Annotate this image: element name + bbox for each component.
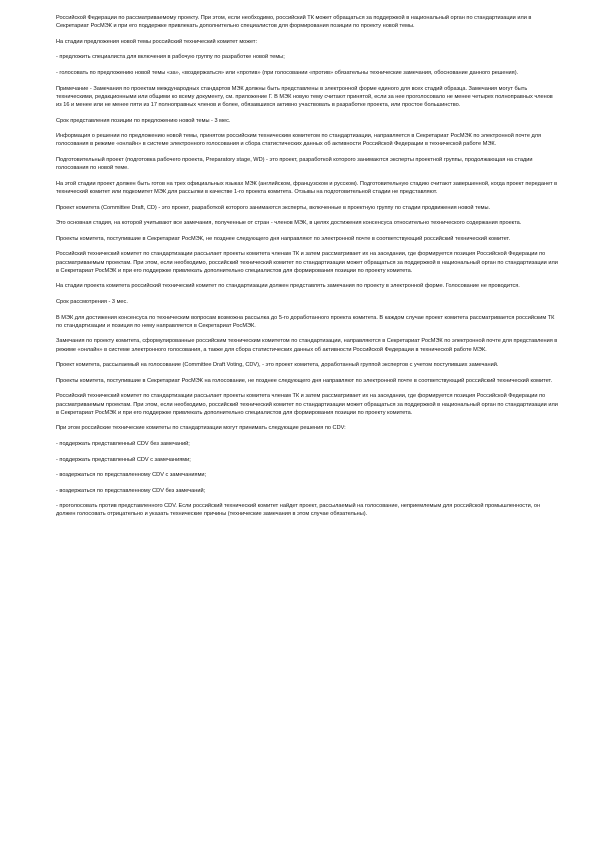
list-item-support-with-comments: - поддержать представленный CDV с замечаниями; xyxy=(56,456,191,463)
paragraph-new-topic-decision-info: Информация о решении по предложению новой темы, принятом российским техническим комитетом по стандартизации, направляется в Секретариат РосМЭК по электронной почте для голосования в режиме «онлайн» в системе электронного голосования и сбора статистических данных об активности Российской Федерации в технической работе МЭК. xyxy=(56,133,542,148)
paragraph-cd-review: Российский технический комитет по стандартизации рассылает проекты комитета членам ТК и затем рассматривает их на заседании, где формируется позиция Российской Федерации по рассматриваемым проектам. При этом, если необходимо, российский технический комитет по стандартизации может обращаться за поддержкой в национальный орган по стандартизации или в Секретариат РосМЭК и при его поддержке привлекать дополнительно специалистов для формирования позиции по проекту комитета. xyxy=(56,251,558,274)
paragraph-note-comments: Примечание - Замечания по проектам международных стандартов МЭК должны быть представлены в электронной форме единого для всех стадий образца. Замечания могут быть техническими, редакционными или общими ко всему документу, см. приложение Г. В МЭК новую тему считают принятой, если за нее проголосовало не менее четырех полноправных членов из 16 и менее или не менее пяти из 17 полноправных членов и более, обязавшихся активно участвовать в разработке проекта, или простое большинство. xyxy=(56,85,553,108)
list-item-vote-new-topic: - голосовать по предложению новой темы «за», «воздержаться» или «против» (при голосовании «против» обязательны технические замечания, обоснование данного решения). xyxy=(56,69,519,76)
list-item-abstain-with-comments: - воздержаться по представленному CDV с замечаниями; xyxy=(56,472,207,479)
paragraph-cd-forwarding: Проекты комитета, поступившие в Секретариат РосМЭК, не позднее следующего дня направляют по электронной почте в соответствующий российский технический комитет. xyxy=(56,235,511,242)
paragraph-committee-draft: Проект комитета (Committee Draft, CD) - это проект, разработкой которого занимаются эксперты, включенные в проектную группу по стадии продвижения новой темы. xyxy=(56,204,491,211)
paragraph-cdv-review: Российский технический комитет по стандартизации рассылает проекты комитета членам ТК и затем рассматривает их на заседании, где формируется позиция Российской Федерации по рассматриваемым проектам. При этом, если необходимо, российский технический комитет по стандартизации может обращаться за поддержкой в национальный орган по стандартизации или в Секретариат РосМЭК и при его поддержке привлекать дополнительно специалистов для формирования позиции по проекту комитета. xyxy=(56,393,558,416)
list-item-vote-against: - проголосовать против представленного CDV. Если российский технический комитет найдет проект, рассылаемый на голосование, неприемлемым для российской промышленности, он должен голосовать отрицательно и указать технические причины (технические замечания в этом случае обязательны). xyxy=(56,503,541,518)
paragraph-cdv-forwarding: Проекты комитета, поступившие в Секретариат РосМЭК на голосование, не позднее следующего дня направляют по электронной почте в соответствующий российский технический комитет. xyxy=(56,377,552,384)
paragraph-cd-comments-submission: Замечания по проекту комитета, сформулированные российским техническим комитетом по стандартизации, направляются в Секретариат РосМЭК по электронной почте для представления в режиме «онлайн» в системе электронного голосования, а также для сбора статистических данных об активности Российской Федерации в технической работе МЭК. xyxy=(56,338,558,353)
list-item-propose-specialist: - предложить специалиста для включения в рабочую группу по разработке новой темы; xyxy=(56,54,285,61)
paragraph-preparatory-languages: На этой стадии проект должен быть готов на трех официальных языках МЭК (английском, французском и русском). Подготовительную стадию считают завершенной, когда проект переданет в технический комитет или подкомитет МЭК для рассылки в качестве 1-го проекта комитета. Отзывы на подготовительной стадии не представляют. xyxy=(56,180,558,195)
document-page xyxy=(56,14,558,526)
paragraph-cd-deadline: Срок рассмотрения - 3 мес. xyxy=(56,298,128,305)
paragraph-continuation-tk-support: Российской Федерации по рассматриваемому проекту. При этом, если необходимо, российский ТК может обращаться за поддержкой в национальный орган по стандартизации или в Секретариат РосМЭК и при его поддержке привлекать дополнительно специалистов для формирования позиции по проекту новой темы. xyxy=(56,15,532,30)
paragraph-cd-comments: На стадии проекта комитета российский технический комитет по стандартизации должен представлять замечания по проекту в электронной форме. Голосование не проводится. xyxy=(56,283,520,290)
list-item-abstain-no-comments: - воздержаться по представленному CDV без замечаний; xyxy=(56,487,206,494)
paragraph-cd-iterations: В МЭК для достижения консенсуса по техническим вопросам возможна рассылка до 5-го доработанного проекта комитета. В каждом случае проект комитета рассматривается российским ТК по стандартизации и позиция по нему направляется в Секретариат РосМЭК. xyxy=(56,314,555,329)
paragraph-cdv-definition: Проект комитета, рассылаемый на голосование (Committee Draft Voting, CDV), - это проект комитета, доработанный группой экспертов с учетом поступивших замечаний. xyxy=(56,362,499,369)
paragraph-cdv-decisions-intro: При этом российские технические комитеты по стандартизации могут принимать следующие решения по CDV: xyxy=(56,425,346,432)
paragraph-new-topic-stage-intro: На стадии предложения новой темы российский технический комитет может: xyxy=(56,38,258,45)
paragraph-consensus-stage: Это основная стадия, на которой учитывают все замечания, полученные от стран - членов МЭК, в целях достижения консенсуса относительно технического содержания проекта. xyxy=(56,220,522,227)
paragraph-new-topic-deadline: Срок представления позиции по предложению новой темы - 3 мес. xyxy=(56,117,231,124)
paragraph-preparatory-stage: Подготовительный проект (подготовка рабочего проекта, Preparatory stage, WD) - это проект, разработкой которого занимаются эксперты проектной группы, продолжающая на стадии голосования по новой теме. xyxy=(56,156,533,172)
list-item-support-no-comments: - поддержать представленный CDV без замечаний; xyxy=(56,440,190,447)
